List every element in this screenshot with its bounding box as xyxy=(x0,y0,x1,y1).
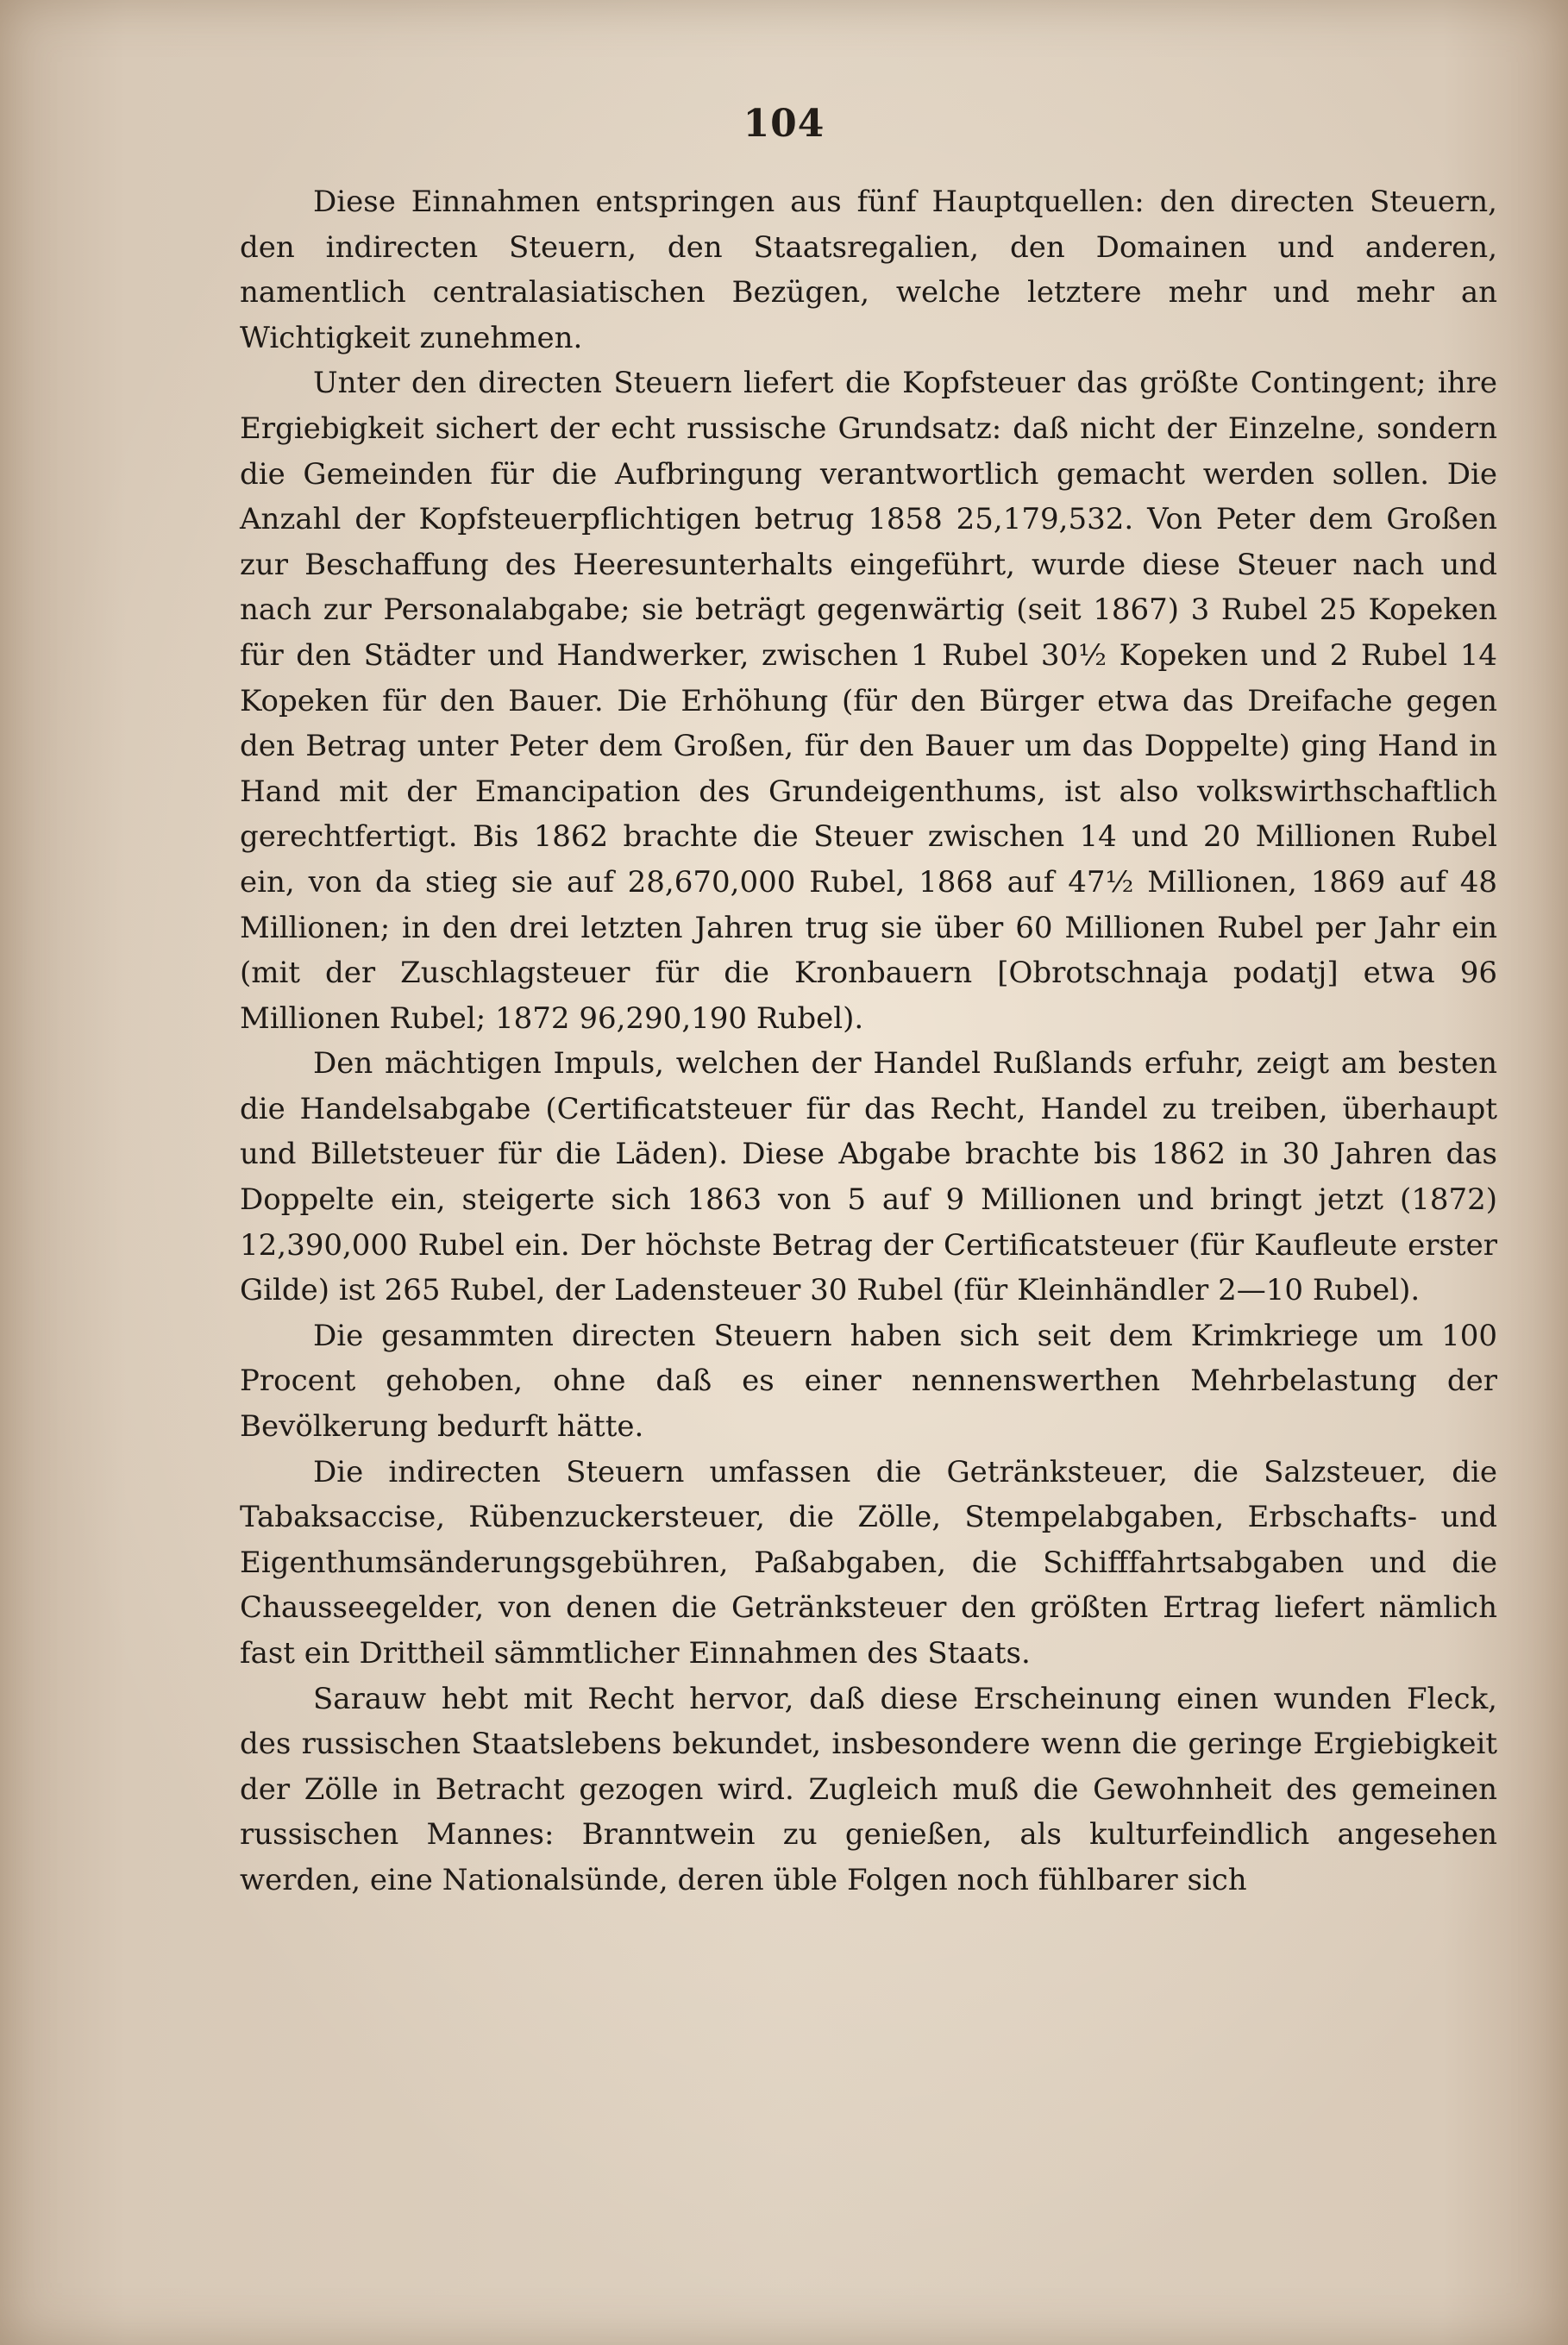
paragraph-sarauw: Sarauw hebt mit Recht hervor, daß diese Erscheinung einen wunden Fleck, des russischen Staatslebens bekundet, insbesondere wenn die geringe Ergiebigkeit der Zölle in Betracht gezogen wird. Zugleich muß die Gewohnheit des gemeinen russischen Mannes: Branntwein zu genießen, als kulturfeindlich angesehen werden, eine Nationalsünde, deren üble Folgen noch fühlbarer sich xyxy=(240,1681,1497,1897)
body-text xyxy=(240,179,1497,1903)
paragraph-direct-taxes-growth: Die gesammten directen Steuern haben sich seit dem Krimkriege um 100 Procent gehoben, ohne daß es einer nennenswerthen Mehrbelastung der Bevölkerung bedurft hätte. xyxy=(240,1318,1497,1445)
paragraph-head-tax: Unter den directen Steuern liefert die Kopfsteuer das größte Contingent; ihre Ergiebigkeit sichert der echt russische Grundsatz: daß nicht der Einzelne, sondern die Gemeinden für die Aufbringung verantwortlich gemacht werden sollen. Die Anzahl der Kopfsteuerpflichtigen betrug 1858 25,179,532. Von Peter dem Großen zur Beschaffung des Heeresunterhalts eingeführt, wurde diese Steuer nach und nach zur Personalabgabe; sie beträgt gegenwärtig (seit 1867) 3 Rubel 25 Kopeken für den Städter und Handwerker, zwischen 1 Rubel 30½ Kopeken und 2 Rubel 14 Kopeken für den Bauer. Die Erhöhung (für den Bürger etwa das Dreifache gegen den Betrag unter Peter dem Großen, für den Bauer um das Doppelte) ging Hand in Hand mit der Emancipation des Grundeigenthums, ist also volkswirthschaftlich gerechtfertigt. Bis 1862 brachte die Steuer zwischen 14 und 20 Millionen Rubel ein, von da stieg sie auf 28,670,000 Rubel, 1868 auf 47½ Millionen, 1869 auf 48 Millionen; in den drei letzten Jahren trug sie über 60 Millionen Rubel per Jahr ein (mit der Zuschlagsteuer für die Kronbauern [Obrotschnaja podatj] etwa 96 Millionen Rubel; 1872 96,290,190 Rubel). xyxy=(240,366,1497,1036)
paragraph-revenue-sources: Diese Einnahmen entspringen aus fünf Hauptquellen: den directen Steuern, den indirecten Steuern, den Staatsregalien, den Domainen und anderen, namentlich centralasiatischen Bezügen, welche letztere mehr und mehr an Wichtigkeit zunehmen. xyxy=(240,185,1497,355)
paragraph-indirect-taxes: Die indirecten Steuern umfassen die Getränksteuer, die Salzsteuer, die Tabaksaccise, Rübenzuckersteuer, die Zölle, Stempelabgaben, Erbschafts- und Eigenthumsänderungsgebühren, Paßabgaben, die Schifffahrtsabgaben und die Chausseegelder, von denen die Getränksteuer den größten Ertrag liefert nämlich fast ein Drittheil sämmtlicher Einnahmen des Staats. xyxy=(240,1454,1497,1671)
paragraph-trade-tax: Den mächtigen Impuls, welchen der Handel Rußlands erfuhr, zeigt am besten die Handelsabgabe (Certificatsteuer für das Recht, Handel zu treiben, überhaupt und Billetsteuer für die Läden). Diese Abgabe brachte bis 1862 in 30 Jahren das Doppelte ein, steigerte sich 1863 von 5 auf 9 Millionen und bringt jetzt (1872) 12,390,000 Rubel ein. Der höchste Betrag der Certificatsteuer (für Kaufleute erster Gilde) ist 265 Rubel, der Ladensteuer 30 Rubel (für Kleinhändler 2—10 Rubel). xyxy=(240,1046,1497,1308)
page-number: 104 xyxy=(743,102,825,146)
